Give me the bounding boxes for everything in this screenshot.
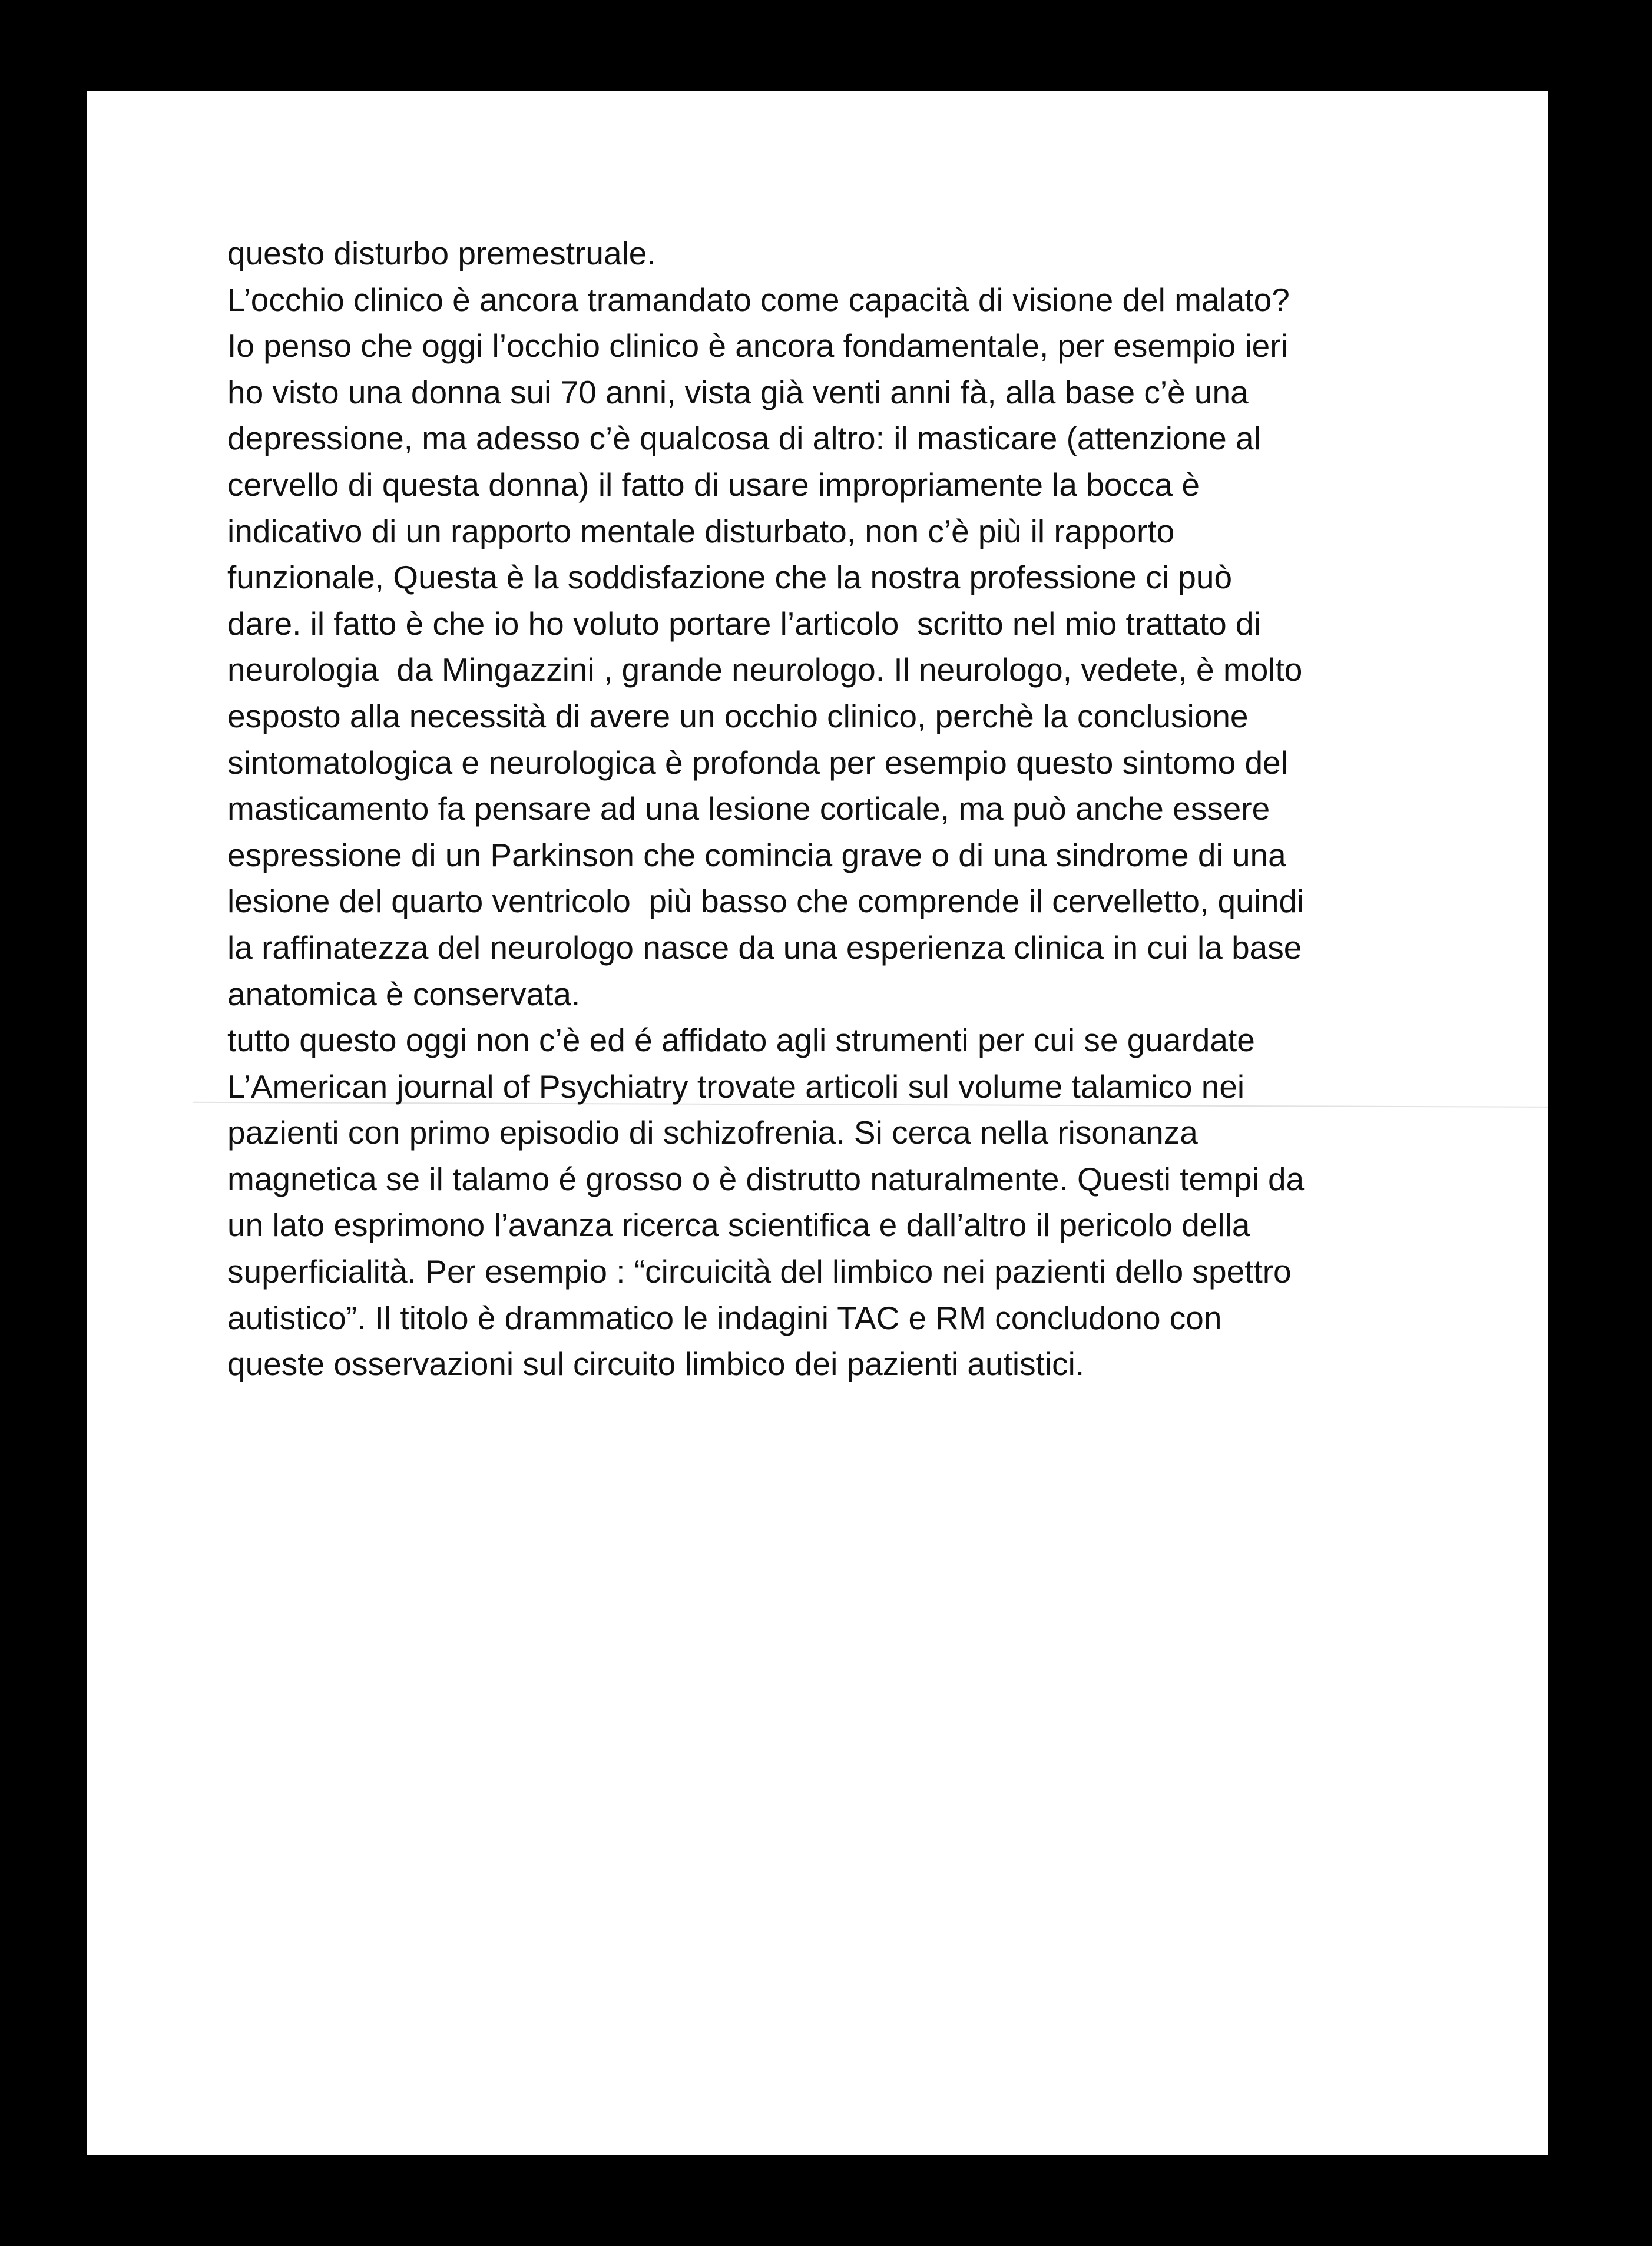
text-line: dare. il fatto è che io ho voluto portare l’articolo scritto nel mio trattato di xyxy=(227,605,1261,642)
body-text xyxy=(227,230,1535,1387)
text-line: la raffinatezza del neurologo nasce da una esperienza clinica in cui la base xyxy=(227,929,1302,966)
text-line: L’American journal of Psychiatry trovate articoli sul volume talamico nei xyxy=(227,1068,1245,1105)
text-line: anatomica è conservata. xyxy=(227,975,581,1012)
text-line: cervello di questa donna) il fatto di usare impropriamente la bocca è xyxy=(227,466,1200,503)
text-line: autistico”. Il titolo è drammatico le indagini TAC e RM concludono con xyxy=(227,1299,1222,1336)
text-line: lesione del quarto ventricolo più basso che comprende il cervelletto, quindi xyxy=(227,883,1305,920)
text-line: un lato esprimono l’avanza ricerca scientifica e dall’altro il pericolo della xyxy=(227,1207,1250,1244)
text-line: tutto questo oggi non c’è ed é affidato agli strumenti per cui se guardate xyxy=(227,1022,1255,1059)
text-line: sintomatologica e neurologica è profonda per esempio questo sintomo del xyxy=(227,744,1288,781)
text-line: pazienti con primo episodio di schizofrenia. Si cerca nella risonanza xyxy=(227,1114,1198,1151)
text-line: masticamento fa pensare ad una lesione corticale, ma può anche essere xyxy=(227,790,1270,827)
text-line: superficialità. Per esempio : “circuicità del limbico nei pazienti dello spettro xyxy=(227,1253,1292,1290)
text-line: questo disturbo premestruale. xyxy=(227,235,656,271)
text-line: Io penso che oggi l’occhio clinico è ancora fondamentale, per esempio ieri xyxy=(227,327,1288,365)
text-line: funzionale, Questa è la soddisfazione che la nostra professione ci può xyxy=(227,559,1233,596)
text-line: L’occhio clinico è ancora tramandato come capacità di visione del malato? xyxy=(227,281,1290,318)
text-line: neurologia da Mingazzini , grande neurologo. Il neurologo, vedete, è molto xyxy=(227,651,1303,688)
text-line: indicativo di un rapporto mentale disturbato, non c’è più il rapporto xyxy=(227,512,1175,549)
text-line: magnetica se il talamo é grosso o è distrutto naturalmente. Questi tempi da xyxy=(227,1160,1305,1197)
text-line: esposto alla necessità di avere un occhio clinico, perchè la conclusione xyxy=(227,697,1249,734)
text-line: queste osservazioni sul circuito limbico dei pazienti autistici. xyxy=(227,1346,1085,1383)
text-line: espressione di un Parkinson che comincia grave o di una sindrome di una xyxy=(227,836,1286,873)
text-line: depressione, ma adesso c’è qualcosa di altro: il masticare (attenzione al xyxy=(227,420,1261,457)
text-line: ho visto una donna sui 70 anni, vista già venti anni fà, alla base c’è una xyxy=(227,373,1249,410)
document-page xyxy=(87,91,1548,2155)
